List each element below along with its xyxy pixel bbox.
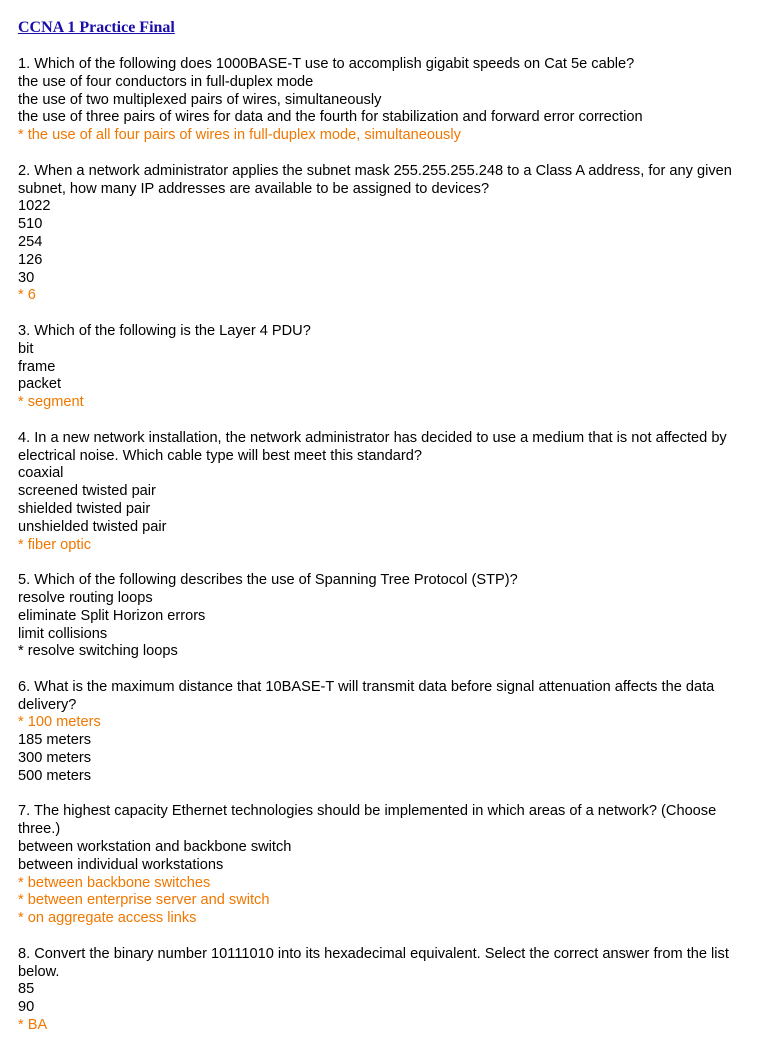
question-text: 2. When a network administrator applies the subnet mask 255.255.255.248 to a Class A address, for any given subnet, how many IP addresses are available to be assigned to devices?: [18, 162, 732, 197]
question-1: [18, 56, 748, 145]
answer-option: bit: [18, 340, 34, 357]
question-6: [18, 679, 748, 786]
question-text: 1. Which of the following does 1000BASE-T use to accomplish gigabit speeds on Cat 5e cable?: [18, 56, 635, 72]
page-title-link[interactable]: CCNA 1 Practice Final: [18, 19, 175, 36]
correct-answer-option: * between backbone switches: [18, 874, 211, 891]
question-text: 7. The highest capacity Ethernet technologies should be implemented in which areas of a network? (Choose three.): [18, 803, 717, 838]
answer-option: 90: [18, 999, 35, 1016]
question-text: 4. In a new network installation, the network administrator has decided to use a medium that is not affected by electrical noise. Which cable type will best meet this standard?: [18, 429, 727, 464]
question-text: 5. Which of the following describes the use of Spanning Tree Protocol (STP)?: [18, 572, 518, 589]
answer-option: 1022: [18, 198, 51, 215]
question-4: [18, 430, 748, 555]
answer-option: frame: [18, 358, 56, 375]
correct-answer-option: * 6: [18, 287, 36, 304]
answer-option: shielded twisted pair: [18, 500, 151, 517]
answer-option: limit collisions: [18, 625, 108, 642]
answer-option: 30: [18, 269, 35, 286]
answer-option: 254: [18, 233, 43, 250]
correct-answer-option: * fiber optic: [18, 536, 92, 553]
answer-option: eliminate Split Horizon errors: [18, 607, 206, 624]
correct-answer-option: * BA: [18, 1017, 48, 1034]
answer-option: packet: [18, 376, 61, 393]
correct-answer-option: * between enterprise server and switch: [18, 892, 270, 909]
correct-answer-option: * 100 meters: [18, 714, 101, 731]
answer-option: 185 meters: [18, 732, 92, 749]
correct-answer-option: * on aggregate access links: [18, 910, 197, 927]
answer-option: 500 meters: [18, 767, 92, 784]
answer-option: the use of three pairs of wires for data and the fourth for stabilization and forward error correction: [18, 109, 643, 126]
answer-option: 510: [18, 216, 43, 233]
correct-answer-option: * the use of all four pairs of wires in full-duplex mode, simultaneously: [18, 127, 461, 144]
question-text: 8. Convert the binary number 10111010 into its hexadecimal equivalent. Select the correct answer from the list below.: [18, 945, 729, 980]
question-text: 6. What is the maximum distance that 10BASE-T will transmit data before signal attenuation affects the data delivery?: [18, 678, 715, 713]
question-list: [18, 56, 748, 1053]
answer-option: the use of two multiplexed pairs of wires, simultaneously: [18, 91, 382, 108]
answer-option: unshielded twisted pair: [18, 518, 167, 535]
answer-option: screened twisted pair: [18, 483, 156, 500]
question-8: [18, 946, 748, 1035]
answer-option: 85: [18, 981, 35, 998]
answer-option: the use of four conductors in full-duplex mode: [18, 73, 314, 90]
answer-option: * resolve switching loops: [18, 643, 178, 660]
question-5: [18, 572, 748, 661]
answer-option: resolve routing loops: [18, 589, 153, 606]
question-7: [18, 803, 748, 928]
correct-answer-option: * segment: [18, 394, 84, 411]
answer-option: 126: [18, 251, 43, 268]
answer-option: coaxial: [18, 465, 64, 482]
answer-option: 300 meters: [18, 750, 92, 767]
question-2: [18, 163, 748, 305]
question-3: [18, 323, 748, 412]
question-text: 3. Which of the following is the Layer 4 PDU?: [18, 322, 311, 339]
answer-option: between workstation and backbone switch: [18, 839, 292, 856]
answer-option: between individual workstations: [18, 856, 224, 873]
